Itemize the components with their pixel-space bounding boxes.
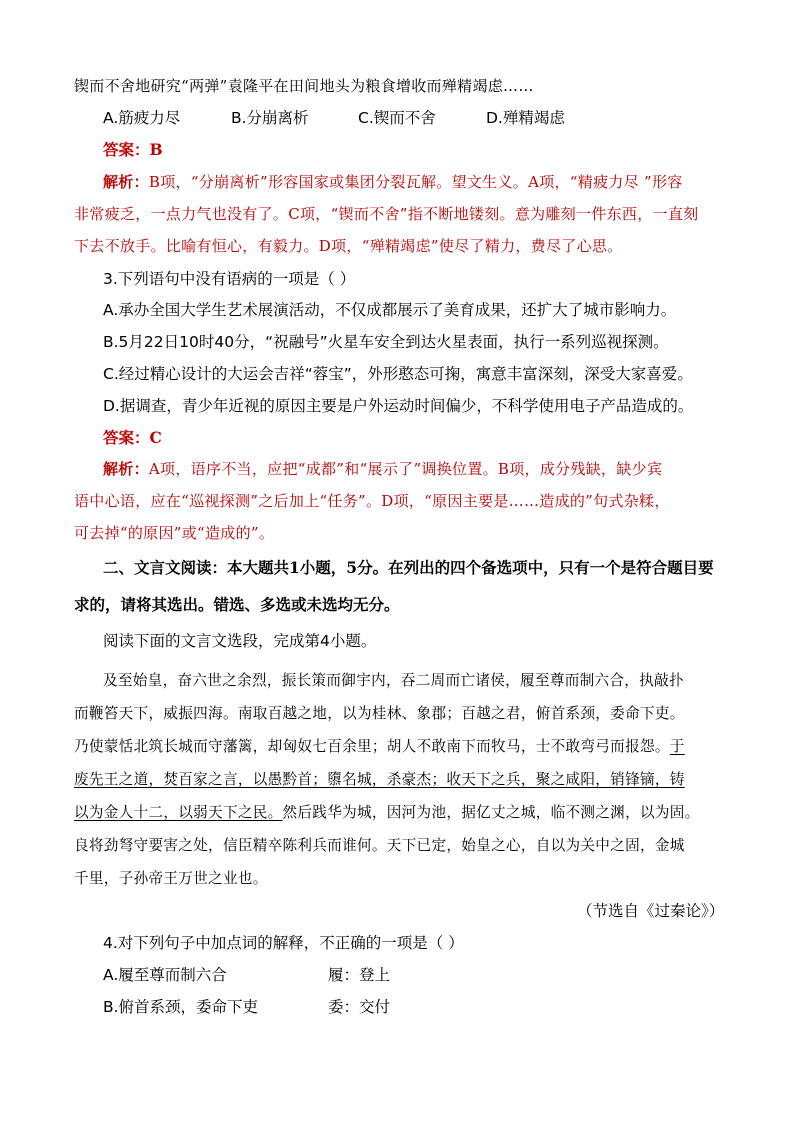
passage-line-4-underlined: 废先王之道，焚百家之言，以愚黔首；隳名城，杀豪杰；收天下之兵，聚之咸阳，销锋镝，铸: [74, 771, 685, 788]
passage-line-5: 以为金人十二，以弱天下之民。然后践华为城，因河为池，据亿丈之城，临不测之渊，以为固。: [74, 804, 700, 821]
passage-line-6: 良将劲弩守要害之处，信臣精卒陈利兵而谁何。天下已定，始皇之心，自以为关中之固，金城: [74, 837, 685, 854]
q3-analysis-line-1: 解析：A项，语序不当，应把“成都”和“展示了”调换位置。B项，成分残缺，缺少宾: [103, 460, 663, 478]
q2-analysis-line-3: 下去不放手。比喻有恒心，有毅力。D项，“殚精竭虑”使尽了精力，费尽了心思。: [74, 237, 623, 255]
q3-analysis-line-3: 可去掉“的原因”或“造成的”。: [74, 524, 275, 542]
passage-source: （节选自《过秦论》）: [577, 902, 725, 920]
passage-line-2: 而鞭笞天下，威振四海。南取百越之地，以为桂林、象郡；百越之君，俯首系颈，委命下吏。: [74, 705, 685, 722]
q3-option-a: A.承办全国大学生艺术展演活动，不仅成都展示了美育成果，还扩大了城市影响力。: [103, 301, 677, 319]
q2-option-d: D.殚精竭虑: [486, 109, 565, 127]
answer-value: C: [149, 428, 162, 447]
passage-line-7: 千里，子孙帝王万世之业也。: [74, 870, 268, 887]
answer-value: B: [149, 140, 163, 159]
underlined-text: 以为金人十二，以弱天下之民。: [74, 804, 283, 821]
q3-option-c: C.经过精心设计的大运会吉祥“蓉宝”，外形憨态可掬，寓意丰富深刻，深受大家喜爱。: [103, 365, 693, 383]
q2-option-c: C.锲而不舍: [358, 109, 436, 127]
reading-instruction: 阅读下面的文言文选段，完成第4小题。: [103, 632, 377, 650]
q3-answer: [103, 426, 162, 448]
analysis-label: 解析：: [103, 460, 149, 478]
q3-analysis-line-2: 语中心语，应在“巡视探测”之后加上“任务”。D项，“原因主要是……造成的”句式杂糅，: [74, 492, 670, 510]
answer-label: 答案：: [103, 428, 150, 447]
q3-option-d: D.据调查，青少年近视的原因主要是户外运动时间偏少，不科学使用电子产品造成的。: [103, 397, 694, 415]
q2-answer: [103, 138, 163, 160]
underlined-text: 于: [669, 738, 685, 755]
q2-stem-tail: 锲而不舍地研究“两弹”袁隆平在田间地头为粮食增收而殚精竭虑……: [74, 77, 534, 95]
passage-line-3: 乃使蒙恬北筑长城而守藩篱，却匈奴七百余里；胡人不敢南下而牧马，士不敢弯弓而报怨。于: [74, 738, 685, 755]
section-heading-line-1: 二、文言文阅读：本大题共1小题，5分。在列出的四个备选项中，只有一个是符合题目要: [103, 558, 714, 577]
q4-stem: 4.对下列句子中加点词的解释，不正确的一项是（ ）: [103, 934, 464, 952]
q4-row-a-sentence: A.履至尊而制六合: [103, 966, 227, 984]
analysis-label: 解析：: [103, 173, 149, 191]
q2-analysis-line-2: 非常疲乏，一点力气也没有了。C项，“锲而不舍”指不断地镂刻。意为雕刻一件东西，一直刻: [74, 205, 699, 223]
q4-row-b-sentence: B.俯首系颈，委命下吏: [103, 998, 259, 1016]
q2-option-a: A.筋疲力尽: [103, 109, 181, 127]
q3-stem: 3.下列语句中没有语病的一项是（ ）: [103, 270, 356, 288]
section-heading-line-2: 求的，请将其选出。错选、多选或未选均无分。: [74, 595, 400, 614]
q2-option-b: B.分崩离析: [231, 109, 309, 127]
answer-label: 答案：: [103, 140, 150, 159]
q2-analysis-line-1: 解析：B项，“分崩离析”形容国家或集团分裂瓦解。望文生义。A项，“精疲力尽 ”形容: [103, 173, 683, 191]
q4-row-a-explain: 履：登上: [328, 966, 391, 984]
q3-option-b: B.5月22日10时40分，“祝融号”火星车安全到达火星表面，执行一系列巡视探测。: [103, 333, 669, 351]
passage-line-1: 及至始皇，奋六世之余烈，振长策而御宇内，吞二周而亡诸侯，履至尊而制六合，执敲扑: [103, 672, 684, 689]
q4-row-b-explain: 委：交付: [328, 998, 391, 1016]
